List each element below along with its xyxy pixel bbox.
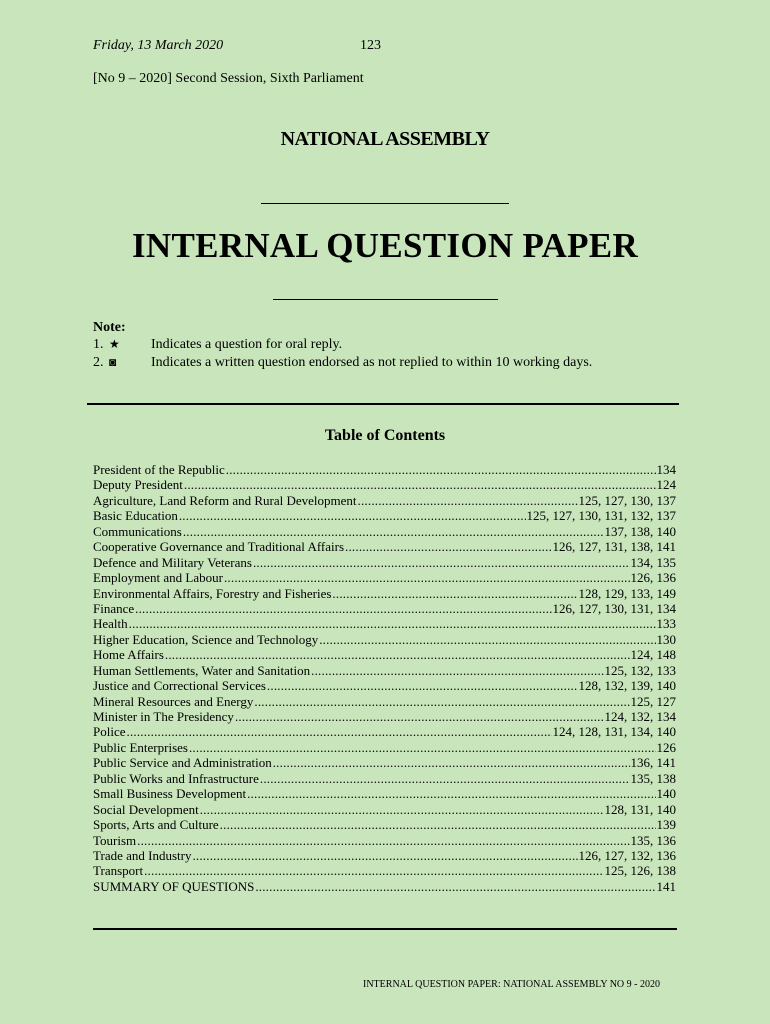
toc-entry-label: Transport — [93, 863, 144, 879]
toc-entry[interactable] — [93, 678, 676, 693]
toc-dot-leader — [129, 616, 656, 631]
toc-entry[interactable] — [93, 539, 676, 554]
toc-entry-pages: 126, 127, 131, 138, 141 — [552, 539, 676, 555]
table-of-contents — [93, 462, 676, 894]
toc-dot-leader — [135, 601, 551, 616]
toc-dot-leader — [255, 879, 655, 894]
toc-entry[interactable] — [93, 786, 676, 801]
toc-dot-leader — [358, 493, 578, 508]
toc-entry-pages: 135, 136 — [630, 832, 676, 848]
toc-entry[interactable] — [93, 740, 676, 755]
toc-entry-pages: 124, 148 — [630, 647, 676, 663]
toc-entry-pages: 140 — [656, 786, 676, 802]
toc-entry-label: Social Development — [93, 801, 199, 817]
toc-entry[interactable] — [93, 755, 676, 770]
toc-dot-leader — [247, 786, 655, 801]
toc-dot-leader — [253, 555, 630, 570]
note-label: Note: — [93, 320, 126, 335]
toc-dot-leader — [345, 539, 551, 554]
boxed-circle-icon: ◙ — [109, 355, 117, 369]
toc-entry-pages: 124 — [656, 477, 676, 493]
toc-entry-label: SUMMARY OF QUESTIONS — [93, 878, 255, 894]
toc-entry-label: Deputy President — [93, 477, 183, 493]
divider-rule — [273, 299, 498, 300]
star-icon: ★ — [109, 337, 120, 351]
toc-entry-label: Communications — [93, 523, 182, 539]
toc-entry-pages: 128, 131, 140 — [604, 801, 676, 817]
toc-dot-leader — [183, 524, 604, 539]
toc-entry-label: Employment and Labour — [93, 570, 223, 586]
toc-entry[interactable] — [93, 848, 676, 863]
toc-entry-label: Defence and Military Veterans — [93, 554, 252, 570]
toc-title: Table of Contents — [324, 427, 446, 444]
toc-dot-leader — [184, 477, 656, 492]
toc-entry-pages: 126 — [656, 739, 676, 755]
toc-entry[interactable] — [93, 477, 676, 492]
toc-entry-label: Basic Education — [93, 508, 178, 524]
toc-entry-pages: 130 — [656, 631, 676, 647]
toc-entry-pages: 128, 132, 139, 140 — [578, 678, 676, 694]
toc-dot-leader — [226, 462, 656, 477]
toc-dot-leader — [165, 647, 630, 662]
toc-dot-leader — [267, 678, 578, 693]
toc-entry[interactable] — [93, 524, 676, 539]
toc-entry[interactable] — [93, 879, 676, 894]
toc-entry-label: Human Settlements, Water and Sanitation — [93, 662, 311, 678]
toc-dot-leader — [144, 863, 603, 878]
toc-entry-label: Cooperative Governance and Traditional Affairs — [93, 539, 345, 555]
toc-entry-pages: 125, 126, 138 — [604, 863, 676, 879]
toc-entry[interactable] — [93, 694, 676, 709]
toc-entry[interactable] — [93, 586, 676, 601]
toc-entry[interactable] — [93, 555, 676, 570]
page-footer: INTERNAL QUESTION PAPER: NATIONAL ASSEMBLY NO 9 - 2020 — [363, 979, 660, 990]
note-text: Indicates a question for oral reply. — [151, 337, 343, 352]
header-page-number: 123 — [360, 38, 381, 53]
toc-entry-pages: 134 — [656, 462, 676, 477]
toc-entry-pages: 134, 135 — [630, 554, 676, 570]
toc-entry-label: Trade and Industry — [93, 847, 192, 863]
toc-dot-leader — [319, 632, 655, 647]
assembly-heading: NATIONAL ASSEMBLY — [280, 128, 490, 150]
toc-entry[interactable] — [93, 802, 676, 817]
toc-dot-leader — [189, 740, 656, 755]
toc-dot-leader — [220, 817, 656, 832]
toc-dot-leader — [235, 709, 604, 724]
note-item — [93, 337, 693, 355]
toc-dot-leader — [260, 771, 630, 786]
toc-entry[interactable] — [93, 601, 676, 616]
toc-entry[interactable] — [93, 647, 676, 662]
toc-entry-pages: 139 — [656, 817, 676, 833]
toc-dot-leader — [127, 724, 552, 739]
header-session: [No 9 – 2020] Second Session, Sixth Parliament — [93, 71, 364, 86]
toc-entry-pages: 135, 138 — [630, 770, 676, 786]
toc-entry-pages: 125, 132, 133 — [604, 662, 676, 678]
toc-dot-leader — [192, 848, 577, 863]
note-text: Indicates a written question endorsed as not replied to within 10 working days. — [151, 355, 593, 370]
toc-entry-pages: 126, 127, 130, 131, 134 — [552, 600, 676, 616]
toc-entry[interactable] — [93, 632, 676, 647]
toc-entry-pages: 125, 127, 130, 137 — [578, 492, 676, 508]
toc-entry[interactable] — [93, 724, 676, 739]
toc-entry-pages: 125, 127, 130, 131, 132, 137 — [526, 508, 676, 524]
toc-entry-label: Environmental Affairs, Forestry and Fisheries — [93, 585, 332, 601]
toc-entry[interactable] — [93, 493, 676, 508]
toc-entry-label: Public Enterprises — [93, 739, 188, 755]
toc-entry-label: Sports, Arts and Culture — [93, 817, 219, 833]
toc-entry-label: Tourism — [93, 832, 137, 848]
toc-entry-pages: 141 — [656, 878, 676, 894]
toc-entry[interactable] — [93, 462, 676, 477]
toc-entry-label: Minister in The Presidency — [93, 709, 234, 724]
toc-dot-leader — [200, 802, 604, 817]
toc-entry-pages: 137, 138, 140 — [604, 523, 676, 539]
toc-entry[interactable] — [93, 771, 676, 786]
toc-dot-leader — [224, 570, 630, 585]
toc-entry[interactable] — [93, 863, 676, 878]
toc-entry-pages: 125, 127 — [630, 693, 676, 709]
toc-entry-pages: 136, 141 — [630, 755, 676, 771]
toc-entry-label: Small Business Development — [93, 786, 247, 802]
note-item — [93, 355, 693, 373]
toc-entry-pages: 128, 129, 133, 149 — [578, 585, 676, 601]
toc-entry-label: Public Works and Infrastructure — [93, 770, 259, 786]
note-number: 1. — [93, 337, 104, 352]
toc-entry[interactable] — [93, 833, 676, 848]
note-number: 2. — [93, 355, 104, 370]
toc-entry-pages: 126, 136 — [630, 570, 676, 586]
toc-entry-label: Health — [93, 616, 128, 632]
toc-entry[interactable] — [93, 616, 676, 631]
toc-entry[interactable] — [93, 570, 676, 585]
toc-entry-label: Mineral Resources and Energy — [93, 693, 254, 709]
toc-entry-label: Finance — [93, 600, 135, 616]
toc-entry-label: Agriculture, Land Reform and Rural Development — [93, 492, 357, 508]
toc-entry-label: Public Service and Administration — [93, 755, 272, 771]
toc-entry-label: Higher Education, Science and Technology — [93, 631, 319, 647]
toc-dot-leader — [273, 755, 630, 770]
section-divider — [87, 403, 679, 405]
toc-entry-label: Police — [93, 724, 126, 740]
page-title: INTERNAL QUESTION PAPER — [131, 226, 639, 265]
toc-entry-label: Justice and Correctional Services — [93, 678, 266, 694]
toc-dot-leader — [137, 833, 629, 848]
toc-entry-label: Home Affairs — [93, 647, 164, 663]
toc-entry-pages: 133 — [656, 616, 676, 632]
toc-dot-leader — [179, 508, 526, 523]
toc-entry-pages: 126, 127, 132, 136 — [578, 847, 676, 863]
toc-dot-leader — [311, 663, 603, 678]
toc-entry[interactable] — [93, 508, 676, 523]
toc-entry-pages: 124, 132, 134 — [604, 709, 676, 724]
header-date: Friday, 13 March 2020 — [93, 38, 224, 53]
toc-dot-leader — [254, 694, 629, 709]
divider-rule — [261, 203, 509, 204]
toc-entry[interactable] — [93, 817, 676, 832]
toc-entry[interactable] — [93, 663, 676, 678]
toc-dot-leader — [332, 586, 577, 601]
section-divider — [93, 928, 677, 930]
toc-entry-label: President of the Republic — [93, 462, 225, 477]
toc-entry[interactable] — [93, 709, 676, 724]
toc-entry-pages: 124, 128, 131, 134, 140 — [552, 724, 676, 740]
